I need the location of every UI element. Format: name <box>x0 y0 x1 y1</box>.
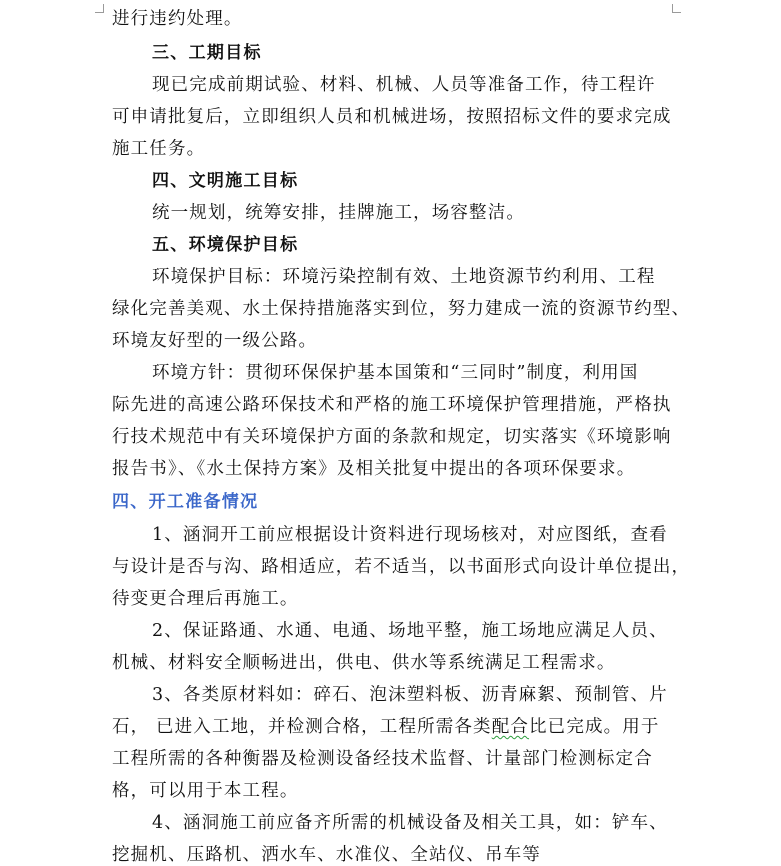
text-line: 格，可以用于本工程。 <box>112 781 299 801</box>
subheading-schedule-goal: 三、工期目标 <box>152 43 262 63</box>
spellcheck-flagged-text: 配合 <box>491 717 530 737</box>
subheading-civilized-construction-goal: 四、文明施工目标 <box>152 171 299 191</box>
text-line: 施工任务。 <box>112 139 206 159</box>
text-line: 进行违约处理。 <box>112 9 243 29</box>
text-line: 可申请批复后，立即组织人员和机械进场，按照招标文件的要求完成 <box>112 107 672 127</box>
text-line: 待变更合理后再施工。 <box>112 589 299 609</box>
text-line: 工程所需的各种衡器及检测设备经技术监督、计量部门检测标定合 <box>112 749 653 769</box>
text-line: 与设计是否与沟、路相适应，若不适当，以书面形式向设计单位提出， <box>112 557 691 577</box>
text-line: 挖掘机、压路机、洒水车、水准仪、全站仪、吊车等 <box>112 845 541 865</box>
text-line: 1、涵洞开工前应根据设计资料进行现场核对，对应图纸，查看 <box>152 525 668 545</box>
text-segment: 石， 已进入工地，并检测合格，工程所需各类 <box>112 717 492 737</box>
text-segment: 比已完成。用于 <box>529 717 660 737</box>
text-line: 3、各类原材料如：碎石、泡沫塑料板、沥青麻絮、预制管、片 <box>152 685 668 705</box>
text-line: 统一规划，统筹安排，挂牌施工，场容整洁。 <box>152 203 525 223</box>
margin-corner-mark-right <box>672 4 681 13</box>
margin-corner-mark-left <box>95 4 104 13</box>
section-heading-preparation: 四、开工准备情况 <box>112 492 259 512</box>
text-line: 绿化完善美观、水土保持措施落实到位，努力建成一流的资源节约型、 <box>112 299 691 319</box>
text-line <box>112 716 660 738</box>
text-line: 环境方针：贯彻环保保护基本国策和“三同时”制度，利用国 <box>152 363 639 383</box>
text-line: 报告书》、《水土保持方案》及相关批复中提出的各项环保要求。 <box>112 459 636 479</box>
text-line: 现已完成前期试验、材料、机械、人员等准备工作，待工程许 <box>152 75 656 95</box>
text-line: 机械、材料安全顺畅进出，供电、供水等系统满足工程需求。 <box>112 653 616 673</box>
subheading-environmental-goal: 五、环境保护目标 <box>152 235 299 255</box>
text-line: 2、保证路通、水通、电通、场地平整，施工场地应满足人员、 <box>152 621 668 641</box>
text-line: 4、涵洞施工前应备齐所需的机械设备及相关工具，如：铲车、 <box>152 813 668 833</box>
text-line: 行技术规范中有关环境保护方面的条款和规定，切实落实《环境影响 <box>112 427 672 447</box>
text-line: 际先进的高速公路环保技术和严格的施工环境保护管理措施，严格执 <box>112 395 672 415</box>
text-line: 环境友好型的一级公路。 <box>112 331 318 351</box>
text-line: 环境保护目标：环境污染控制有效、土地资源节约利用、工程 <box>152 267 656 287</box>
